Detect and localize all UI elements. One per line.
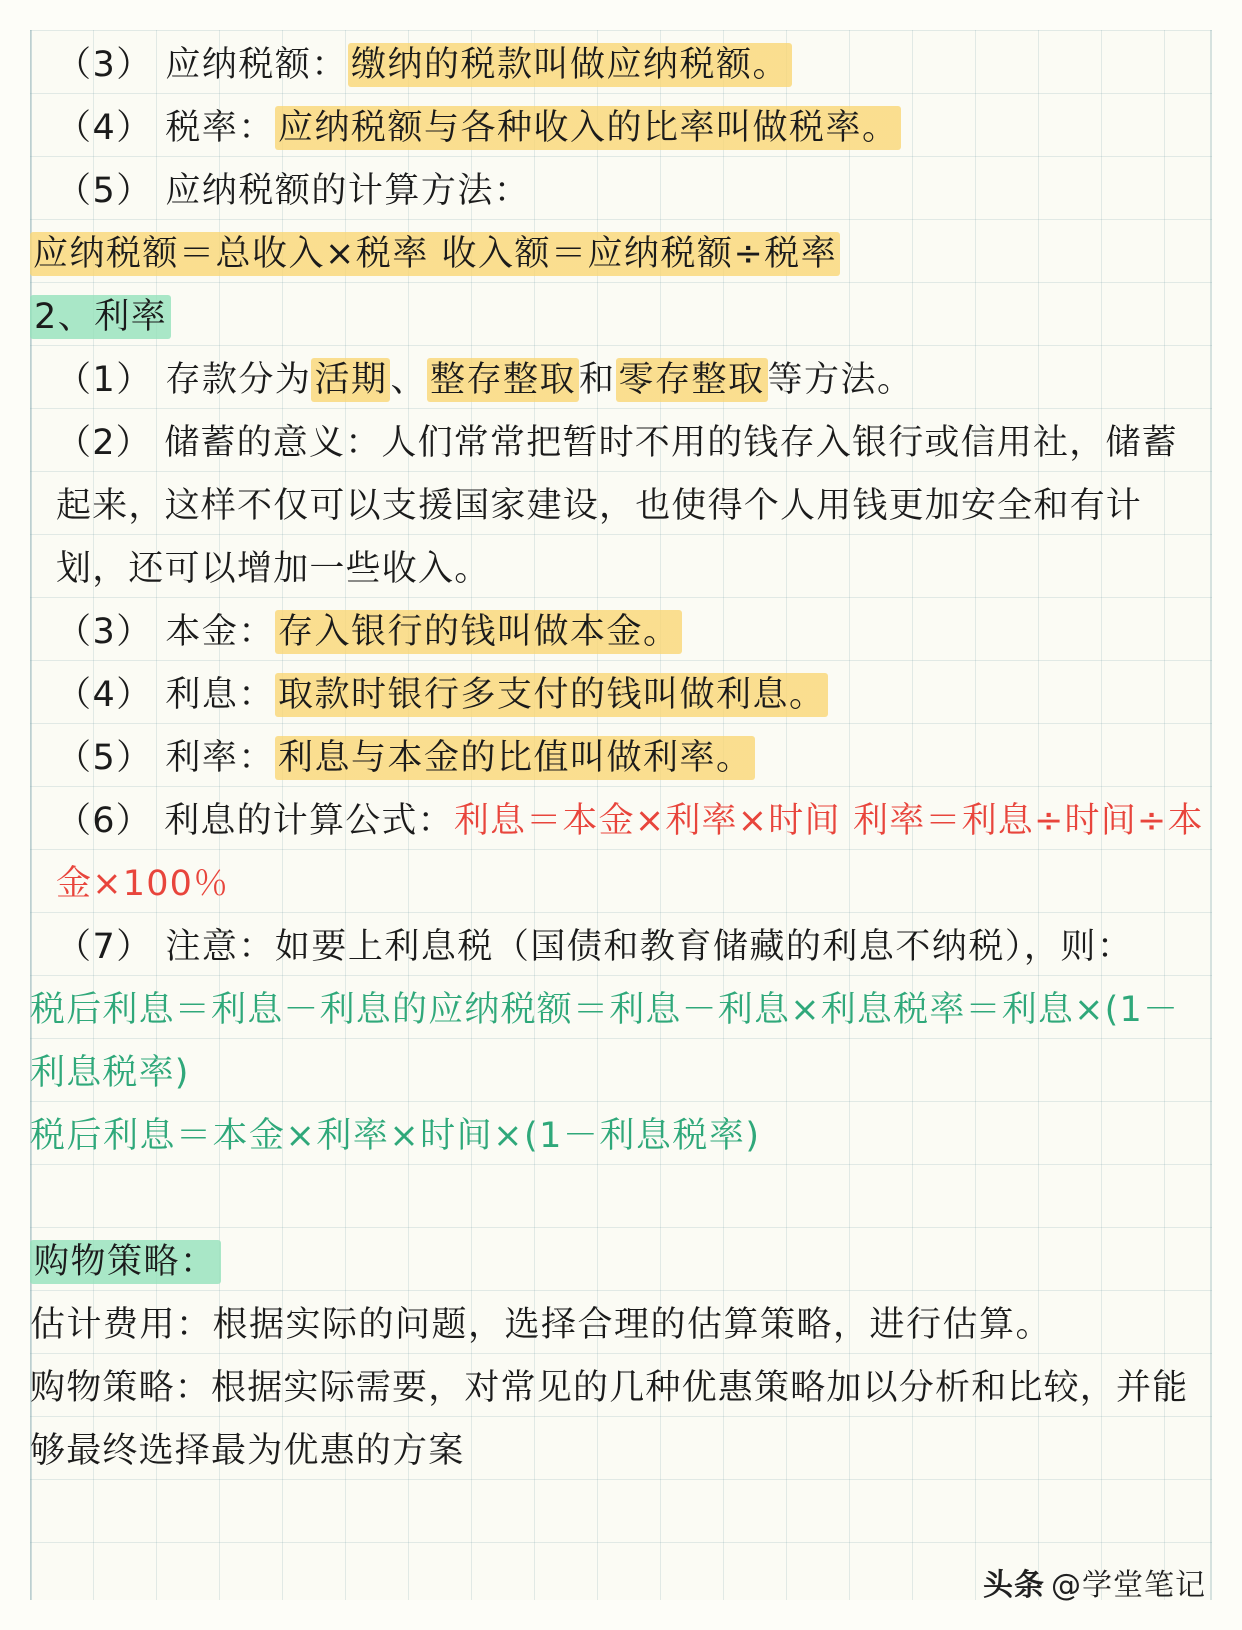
note-line-estimate-cost [30, 1294, 1212, 1357]
note-line-taxable-amount [30, 34, 1212, 97]
item-marker: （7） [56, 916, 153, 979]
note-line-tax-rate [30, 97, 1212, 160]
note-text-highlighted: 应纳税额与各种收入的比率叫做税率。 [275, 106, 902, 150]
note-text-plain: 税率： [165, 108, 275, 148]
note-text-highlighted: 取款时银行多支付的钱叫做利息。 [275, 673, 829, 717]
item-marker: （3） [56, 34, 153, 97]
segment-highlight-lump-sum: 整存整取 [427, 358, 579, 402]
note-line-tax-formula [30, 223, 1212, 286]
item-marker: （3） [56, 601, 153, 664]
note-line-after-tax-interest-formula-2 [30, 1105, 1212, 1168]
segment-plain-4: 等方法。 [767, 360, 914, 400]
item-marker: （4） [56, 664, 153, 727]
formula-red: 利息＝本金×利率×时间 利率＝利息÷时间÷本金×100％ [56, 801, 1204, 904]
watermark-author: @学堂笔记 [1051, 1568, 1206, 1603]
note-line-principal [30, 601, 1212, 664]
item-marker: （4） [56, 97, 153, 160]
note-heading-shopping-strategy [30, 1231, 1212, 1294]
heading-highlighted: 2、利率 [30, 295, 171, 339]
item-marker: （5） [56, 160, 153, 223]
note-line-interest-formula [30, 790, 1212, 916]
notes-content [30, 34, 1212, 1483]
item-marker: （1） [56, 349, 153, 412]
item-marker: （2） [56, 412, 152, 475]
watermark [983, 1560, 1206, 1604]
section-spacer [30, 1168, 1212, 1231]
segment-plain-1: 存款分为 [165, 360, 312, 400]
segment-highlight-current-deposit: 活期 [311, 358, 390, 402]
note-text-plain: 利息： [165, 675, 275, 715]
note-text-highlighted: 利息与本金的比值叫做利率。 [275, 736, 756, 780]
note-text-plain: 购物策略：根据实际需要，对常见的几种优惠策略加以分析和比较，并能够最终选择最为优惠的方案 [30, 1368, 1189, 1471]
heading-highlighted: 购物策略： [30, 1240, 221, 1284]
note-text-plain: 应纳税额的计算方法： [165, 171, 531, 211]
note-line-interest [30, 664, 1212, 727]
note-line-interest-tax-note [30, 916, 1212, 979]
note-text-plain: 应纳税额： [165, 45, 348, 85]
note-text-plain: 估计费用：根据实际的问题，选择合理的估算策略，进行估算。 [30, 1305, 1053, 1345]
note-paragraph-savings-meaning [30, 412, 1212, 601]
segment-highlight-installment: 零存整取 [616, 358, 768, 402]
note-line-after-tax-interest-formula-1 [30, 979, 1212, 1105]
note-paragraph-shopping-strategy [30, 1357, 1212, 1483]
note-line-calc-method-heading [30, 160, 1212, 223]
note-text-plain: 利息的计算公式： [164, 801, 454, 841]
note-text-highlighted: 缴纳的税款叫做应纳税额。 [348, 43, 792, 87]
note-heading-interest-rate [30, 286, 1212, 349]
formula-highlighted: 应纳税额＝总收入×税率 收入额＝应纳税额÷税率 [30, 232, 840, 276]
formula-green: 税后利息＝利息－利息的应纳税额＝利息－利息×利息税率＝利息×(1－利息税率) [30, 990, 1180, 1093]
item-marker: （5） [56, 727, 153, 790]
note-text-plain: 注意：如要上利息税（国债和教育储藏的利息不纳税），则： [165, 927, 1134, 967]
note-text-plain: 储蓄的意义：人们常常把暂时不用的钱存入银行或信用社，储蓄起来，这样不仅可以支援国家建设，也使得个人用钱更加安全和有计划，还可以增加一些收入。 [56, 423, 1178, 589]
segment-plain-3: 和 [578, 360, 616, 400]
watermark-logo: 头条 [983, 1568, 1045, 1603]
note-text-plain: 利率： [165, 738, 275, 778]
formula-green: 税后利息＝本金×利率×时间×(1－利息税率) [30, 1116, 761, 1156]
note-text-plain: 本金： [165, 612, 275, 652]
note-line-deposit-types [30, 349, 1212, 412]
note-text-highlighted: 存入银行的钱叫做本金。 [275, 610, 683, 654]
segment-plain-2: 、 [390, 360, 427, 400]
note-line-interest-rate-def [30, 727, 1212, 790]
item-marker: （6） [56, 790, 152, 853]
